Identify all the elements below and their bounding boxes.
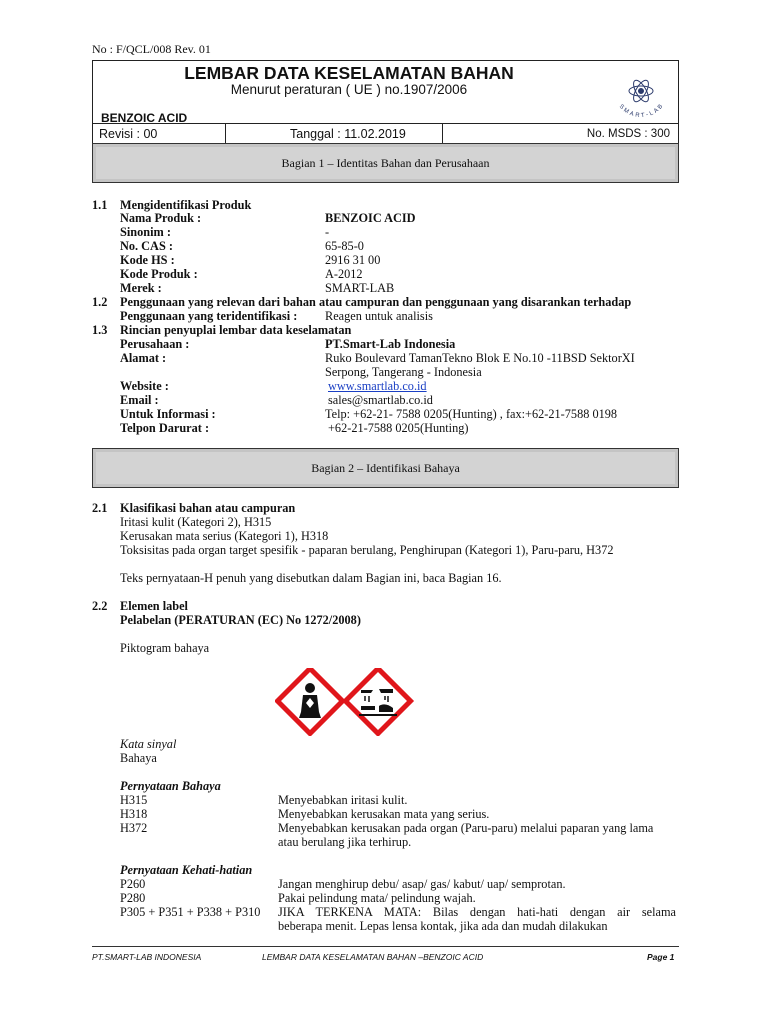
identified-use-label: Penggunaan yang teridentifikasi : (120, 309, 298, 323)
atom-icon (629, 78, 653, 104)
section-2-2-number: 2.2 (92, 599, 108, 613)
emergency-phone-label: Telpon Darurat : (120, 421, 210, 435)
section-1-2-number: 1.2 (92, 295, 108, 309)
document-title: LEMBAR DATA KESELAMATAN BAHAN (184, 63, 514, 83)
company-label: Perusahaan : (120, 337, 190, 351)
pictogram-label: Piktogram bahaya (120, 641, 210, 655)
precaution-code: P260 (120, 877, 146, 891)
address-line-2: Serpong, Tangerang - Indonesia (325, 365, 482, 379)
regulation-subtitle: Menurut peraturan ( UE ) no.1907/2006 (230, 82, 468, 97)
info-label: Untuk Informasi : (120, 407, 216, 421)
header-product-name: BENZOIC ACID (101, 111, 188, 125)
date-cell: Tanggal : 11.02.2019 (226, 124, 443, 144)
smart-lab-logo (603, 61, 679, 121)
precaution-text-continued: beberapa menit. Lepas lensa kontak, jika ada dan mudah dilakukan (278, 919, 608, 933)
website-label: Website : (120, 379, 169, 393)
product-code-label: Kode Produk : (120, 267, 198, 281)
section-2-2-title: Elemen label (120, 599, 188, 613)
hazard-text: Menyebabkan iritasi kulit. (278, 793, 408, 807)
section-1-1-title: Mengidentifikasi Produk (120, 198, 252, 212)
info-value: Telp: +62-21- 7588 0205(Hunting) , fax:+62-21-7588 0198 (325, 407, 618, 421)
hazard-code: H372 (120, 821, 148, 835)
precaution-text: Jangan menghirup debu/ asap/ gas/ kabut/ uap/ semprotan. (278, 877, 566, 891)
document-number: No : F/QCL/008 Rev. 01 (92, 42, 211, 56)
footer-document-title: LEMBAR DATA KESELAMATAN BAHAN –BENZOIC ACID (262, 952, 484, 962)
precaution-code: P305 + P351 + P338 + P310 (120, 905, 261, 919)
revision-row (92, 123, 679, 145)
footer-company: PT.SMART-LAB INDONESIA (92, 952, 202, 962)
synonym-label: Sinonim : (120, 225, 171, 239)
corrosion-pictogram-icon (345, 668, 410, 733)
identified-use-value: Reagen untuk analisis (325, 309, 433, 323)
product-code-value: A-2012 (325, 267, 363, 281)
hs-code-label: Kode HS : (120, 253, 175, 267)
section-1-3-title: Rincian penyuplai lembar data keselamatan (120, 323, 352, 337)
health-hazard-pictogram-icon (277, 668, 342, 733)
synonym-value: - (325, 225, 330, 239)
section-2-1-number: 2.1 (92, 501, 108, 515)
brand-label: Merek : (120, 281, 162, 295)
precautionary-statements-title: Pernyataan Kehati-hatian (120, 863, 253, 877)
logo-text: SMART-LAB (617, 102, 666, 120)
classification-item: Iritasi kulit (Kategori 2), H315 (120, 515, 272, 529)
section-1-2-title: Penggunaan yang relevan dari bahan atau campuran dan penggunaan yang disarankan terhadap (120, 295, 632, 309)
signal-word-value: Bahaya (120, 751, 157, 765)
precaution-code: P280 (120, 891, 146, 905)
footer-divider (92, 946, 679, 947)
section-1-bar: Bagian 1 – Identitas Bahan dan Perusahaan (92, 143, 679, 183)
hazard-code: H318 (120, 807, 148, 821)
signal-word-label: Kata sinyal (120, 737, 177, 751)
classification-item: Toksisitas pada organ target spesifik - paparan berulang, Penghirupan (Kategori 1), Paru-paru, H372 (120, 543, 614, 557)
cas-value: 65-85-0 (325, 239, 364, 253)
hazard-statements-title: Pernyataan Bahaya (120, 779, 221, 793)
emergency-phone-value: +62-21-7588 0205(Hunting) (328, 421, 469, 435)
cas-label: No. CAS : (120, 239, 173, 253)
classification-item: Kerusakan mata serius (Kategori 1), H318 (120, 529, 329, 543)
email-value: sales@smartlab.co.id (328, 393, 433, 407)
ghs-pictograms (275, 668, 415, 736)
hazard-code: H315 (120, 793, 148, 807)
header-box (92, 60, 679, 124)
footer-page-number: Page 1 (647, 952, 675, 962)
website-link[interactable]: www.smartlab.co.id (328, 379, 427, 393)
product-name-value: BENZOIC ACID (325, 211, 416, 225)
company-value: PT.Smart-Lab Indonesia (325, 337, 456, 351)
address-line-1: Ruko Boulevard TamanTekno Blok E No.10 -11BSD SektorXI (325, 351, 635, 365)
section-2-1-title: Klasifikasi bahan atau campuran (120, 501, 296, 515)
revision-cell: Revisi : 00 (93, 124, 226, 144)
msds-number-cell: No. MSDS : 300 (586, 128, 670, 140)
product-name-label: Nama Produk : (120, 211, 202, 225)
precaution-text: JIKA TERKENA MATA: Bilas dengan hati-hati dengan air selama (278, 905, 676, 919)
labeling-regulation: Pelabelan (PERATURAN (EC) No 1272/2008) (120, 613, 361, 627)
section-2-bar: Bagian 2 – Identifikasi Bahaya (92, 448, 679, 488)
h-statement-note: Teks pernyataan-H penuh yang disebutkan dalam Bagian ini, baca Bagian 16. (120, 571, 502, 585)
hs-code-value: 2916 31 00 (325, 253, 381, 267)
svg-text:SMART-LAB (618, 102, 666, 119)
email-label: Email : (120, 393, 159, 407)
brand-value: SMART-LAB (325, 281, 395, 295)
hazard-text: Menyebabkan kerusakan mata yang serius. (278, 807, 490, 821)
precaution-text: Pakai pelindung mata/ pelindung wajah. (278, 891, 476, 905)
section-1-1-number: 1.1 (92, 198, 108, 212)
address-label: Alamat : (120, 351, 167, 365)
hazard-text: Menyebabkan kerusakan pada organ (Paru-paru) melalui paparan yang lama (278, 821, 654, 835)
hazard-text-continued: atau berulang jika terhirup. (278, 835, 412, 849)
section-1-3-number: 1.3 (92, 323, 108, 337)
